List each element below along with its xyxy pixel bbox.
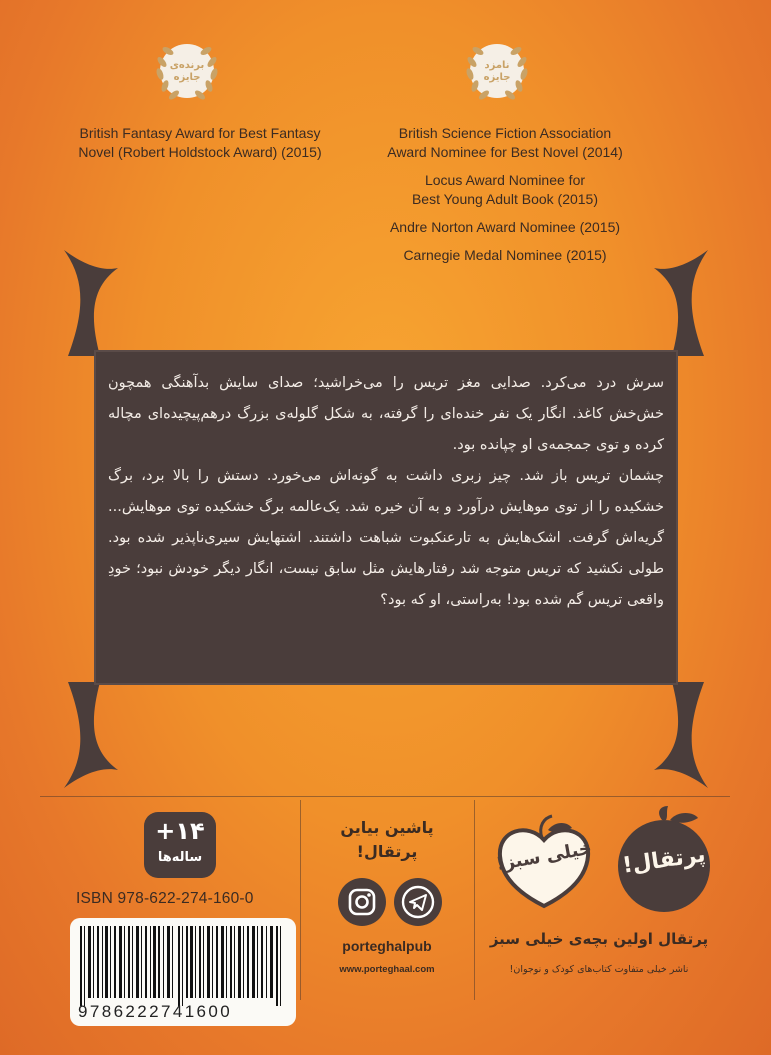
decorative-horn-top-left [60,248,180,358]
social-handle[interactable]: porteghalpub [342,938,432,954]
age-rating-number: +۱۴ [155,817,205,845]
instagram-icon[interactable] [338,878,386,926]
nominee-award-text [340,124,670,265]
column-divider [300,800,301,1000]
excerpt-paragraph: چشمان تریس باز شد. چیز زبری داشت به گونه‌اش می‌خورد. دستش را بالا برد، برگ خشکیده را از توی موهایش درآورد و به آن خیره شد. یک‌عالمه برگ خشکیده توی موهایش... گریه‌اش گرفت. اشک‌هایش به تارعنکبوت شباهت داشتند. اشتهایش سیری‌ناپذیر شده بود. طولی نکشید که تریس متوجه شد رفتارهایش مثل سابق نیست، انگار دیگر خودش نبود؛ خودِ واقعی تریس گم شده بود! به‌راستی، او که بود؟ [108,468,664,608]
follow-us-line1: پاشین بیاین [340,818,434,837]
age-rating-badge [144,812,216,878]
decorative-horn-bottom-right [592,680,712,790]
porteghal-logo-text: پرتقال! [620,842,708,879]
award-line: Andre Norton Award Nominee (2015) [389,219,621,235]
decorative-horn-bottom-left [60,680,180,790]
award-line: Best Young Adult Book (2015) [411,191,599,207]
khili-sabz-logo-text: خیلی سبز! [494,837,594,876]
footer-divider [40,796,730,797]
winner-badge-label: برنده‌ی جایزه [169,60,205,83]
telegram-icon[interactable] [394,878,442,926]
column-divider [474,800,475,1000]
winner-award-text [40,124,360,162]
winner-award-badge [152,36,222,106]
brand-subtitle: ناشر خیلی متفاوت کتاب‌های کودک و نوجوان! [509,964,689,975]
website-link[interactable]: www.porteghaal.com [339,964,435,975]
award-line: Carnegie Medal Nominee (2015) [403,247,607,263]
award-line: British Science Fiction Association [398,125,612,141]
isbn-text: ISBN 978-622-274-160-0 [76,890,254,907]
nominee-badge-label: نامزد جایزه [483,60,511,83]
nominee-award-badge [462,36,532,106]
book-excerpt [108,368,664,616]
award-line: British Fantasy Award for Best Fantasy [79,125,321,141]
award-line: Award Nominee for Best Novel (2014) [387,144,623,160]
age-rating-label: ساله‌ها [157,850,203,865]
decorative-horn-top-right [592,248,712,358]
award-line: Locus Award Nominee for [424,172,586,188]
award-line: Novel (Robert Holdstock Award) (2015) [78,144,322,160]
barcode-digits: 9786222741600 [78,1002,233,1021]
excerpt-paragraph: سرش درد می‌کرد. صدایی مغز تریس را می‌خراشید؛ صدای سایش بدآهنگی همچون خش‌خش کاغذ. انگار یک نفر خنده‌ای را گرفته، به شکل گلوله‌ی بزرگ درهم‌پیچیده‌ای مچاله کرده و توی جمجمه‌ی او چپانده بود. [108,375,664,453]
follow-us-line2: پرتقال! [356,842,418,861]
brand-title: پرتقال اولین بچه‌ی خیلی سبز [489,930,709,948]
